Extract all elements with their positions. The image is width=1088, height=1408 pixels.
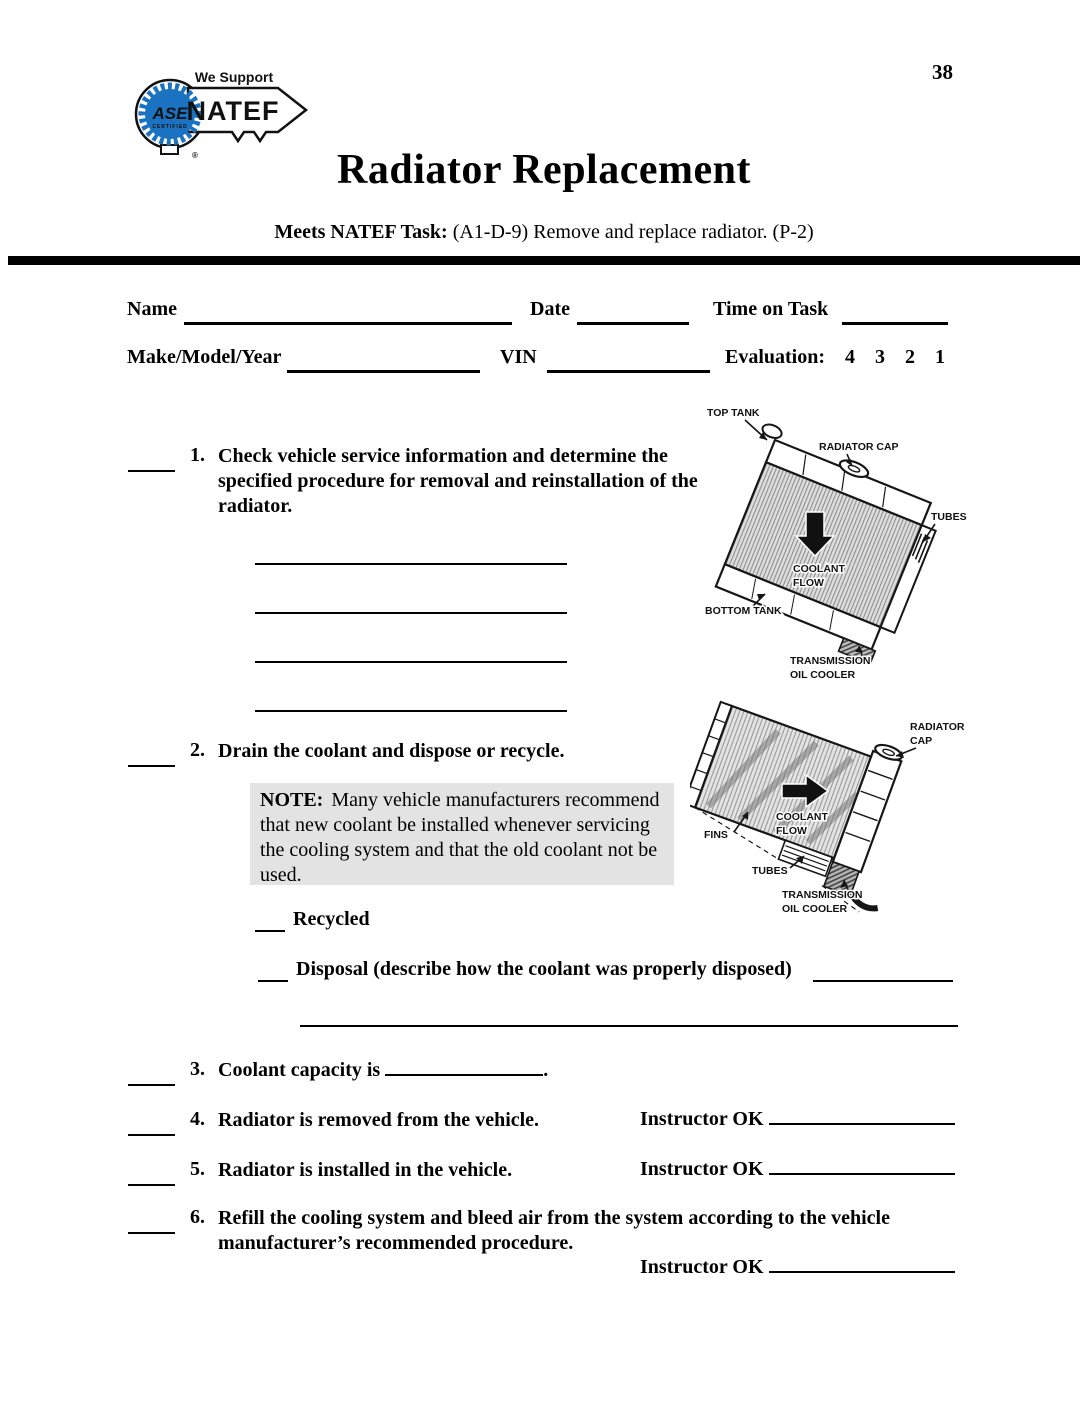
task2-check-blank[interactable] <box>128 765 175 767</box>
date-field[interactable] <box>577 322 689 325</box>
task6-instructor-row <box>640 1256 955 1279</box>
date-label: Date <box>530 298 570 320</box>
name-field[interactable] <box>184 322 512 325</box>
task3-text: Coolant capacity is <box>218 1059 381 1081</box>
document-title: Radiator Replacement <box>337 147 751 193</box>
task6-number: 6. <box>190 1206 205 1228</box>
task3-number: 3. <box>190 1058 205 1080</box>
evaluation-value-1[interactable]: 1 <box>935 346 945 368</box>
time-on-task-label: Time on Task <box>713 298 829 320</box>
transmission-label-line2: OIL COOLER <box>790 669 856 681</box>
task5-instructor-row <box>640 1158 955 1181</box>
evaluation-value-3[interactable]: 3 <box>875 346 885 368</box>
task6-text: Refill the cooling system and bleed air from the system according to the vehicle manufacturer’s recommended procedure. <box>218 1207 890 1254</box>
task4-instructor-signature-field[interactable] <box>769 1109 955 1125</box>
make-model-year-label: Make/Model/Year <box>127 346 282 368</box>
task1-answer-line-2[interactable] <box>255 612 567 614</box>
ase-logo-text: ASE <box>152 104 188 123</box>
time-on-task-field[interactable] <box>842 322 948 325</box>
evaluation-value-4[interactable]: 4 <box>845 346 855 368</box>
disposal-field[interactable] <box>813 980 953 982</box>
task1-text: Check vehicle service information and determine the specified procedure for removal and reinstallation of the radiator. <box>218 445 698 517</box>
tubes-label: TUBES <box>931 511 967 523</box>
header-divider <box>8 256 1080 265</box>
note-label: NOTE: <box>260 789 324 811</box>
tubes-label: TUBES <box>752 865 788 877</box>
coolant-flow-label-line2: FLOW <box>793 577 824 589</box>
task5-instructor-label: Instructor OK <box>640 1158 764 1180</box>
evaluation-scale <box>845 346 945 369</box>
logo-org-name: NATEF <box>186 96 280 126</box>
task3-check-blank[interactable] <box>128 1084 175 1086</box>
natef-task-line <box>164 221 924 244</box>
logo-tagline: We Support <box>194 69 274 85</box>
task4-text: Radiator is removed from the vehicle. <box>218 1109 540 1131</box>
top-tank-label: TOP TANK <box>707 407 760 419</box>
task5-instructor-signature-field[interactable] <box>769 1159 955 1175</box>
vin-field[interactable] <box>547 370 710 373</box>
coolant-flow-label-line2: FLOW <box>776 825 807 837</box>
radiator-cap-label-line2: CAP <box>910 735 933 747</box>
note-text: Many vehicle manufacturers recommend that new coolant be installed whenever servicing the cooling system and that the old coolant not be used. <box>260 789 660 886</box>
transmission-label-line1: TRANSMISSION <box>782 889 863 901</box>
disposal-label: Disposal (describe how the coolant was properly disposed) <box>296 958 792 980</box>
disposal-check-blank[interactable] <box>258 980 288 982</box>
task6-instructor-signature-field[interactable] <box>769 1257 955 1273</box>
task1-answer-line-1[interactable] <box>255 563 567 565</box>
name-label: Name <box>127 298 177 320</box>
task4-instructor-row <box>640 1108 955 1131</box>
task4-instructor-label: Instructor OK <box>640 1108 764 1130</box>
task2-text: Drain the coolant and dispose or recycle. <box>218 740 565 762</box>
make-model-year-field[interactable] <box>287 370 480 373</box>
note-box <box>250 783 674 885</box>
task4-number: 4. <box>190 1108 205 1130</box>
task5-number: 5. <box>190 1158 205 1180</box>
coolant-capacity-field[interactable] <box>385 1060 543 1076</box>
task5-check-blank[interactable] <box>128 1184 175 1186</box>
page-number: 38 <box>932 60 953 84</box>
task6-instructor-label: Instructor OK <box>640 1256 764 1278</box>
coolant-flow-label-line1: COOLANT <box>793 563 845 575</box>
task1-number: 1. <box>190 444 205 466</box>
recycled-label: Recycled <box>293 908 370 930</box>
task3-line <box>218 1058 548 1083</box>
fins-label: FINS <box>704 829 728 841</box>
task3-suffix: . <box>543 1059 549 1081</box>
natef-task-text: (A1-D-9) Remove and replace radiator. (P-2) <box>452 221 814 243</box>
registered-mark: ® <box>192 151 198 160</box>
task6-check-blank[interactable] <box>128 1232 175 1234</box>
natef-task-label: Meets NATEF Task: <box>274 221 448 243</box>
crossflow-radiator-diagram <box>690 672 1075 922</box>
task5-text: Radiator is installed in the vehicle. <box>218 1159 513 1181</box>
transmission-label-line1: TRANSMISSION <box>790 655 871 667</box>
task4-check-blank[interactable] <box>128 1134 175 1136</box>
downflow-radiator-diagram <box>695 398 1080 682</box>
vin-label: VIN <box>500 346 537 368</box>
bottom-tank-label: BOTTOM TANK <box>705 605 782 617</box>
evaluation-label: Evaluation: <box>725 346 826 368</box>
ase-certified-text: CERTIFIED <box>152 124 188 130</box>
disposal-continuation-line[interactable] <box>300 1025 958 1027</box>
task2-number: 2. <box>190 739 205 761</box>
radiator-cap-label-line1: RADIATOR <box>910 721 965 733</box>
task1-check-blank[interactable] <box>128 470 175 472</box>
radiator-cap-label: RADIATOR CAP <box>819 441 899 453</box>
coolant-flow-label-line1: COOLANT <box>776 811 828 823</box>
task1-answer-line-4[interactable] <box>255 710 567 712</box>
task1-answer-line-3[interactable] <box>255 661 567 663</box>
recycled-check-blank[interactable] <box>255 930 285 932</box>
transmission-label-line2: OIL COOLER <box>782 903 848 915</box>
evaluation-value-2[interactable]: 2 <box>905 346 915 368</box>
